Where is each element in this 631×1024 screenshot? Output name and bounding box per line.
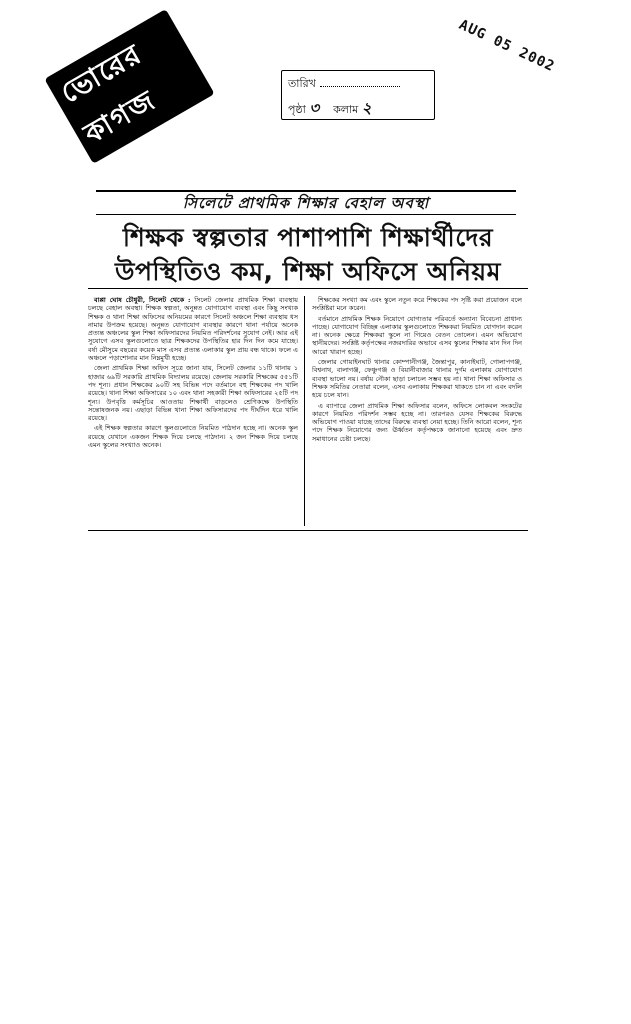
article-paragraph [88, 296, 298, 362]
article-paragraph: শিক্ষকের সংখ্যা কম এবং স্কুলে নতুন করে শিক্ষকের পদ সৃষ্টি করা প্রয়োজন বলে সংশ্লিষ্টরা মনে করেন। [312, 296, 522, 313]
article-paragraph: জেলার গোয়াইনঘাট থানার কোম্পানীগঞ্জ, জৈন্তাপুর, কানাইঘাট, গোলাপগঞ্জ, বিশ্বনাথ, বালাগঞ্জ, ফেঞ্চুগঞ্জ ও বিয়ানীবাজার থানার দুর্গম এলাকায় যোগাযোগ ব্যবস্থা ভালো নয়। বর্ষায় নৌকা ছাড়া চলাচল সম্ভব হয় না। থানা শিক্ষা অফিসার ও শিক্ষক সমিতির নেতারা বলেন, এসব এলাকায় শিক্ষকরা থাকতে চান না এবং বদলি হয়ে চলে যান। [312, 358, 522, 400]
date-line [320, 86, 400, 87]
article-paragraph: বর্তমানে প্রাথমিক শিক্ষক নিয়োগে যোগ্যতার পরিবর্তে অন্যান্য বিবেচনা প্রাধান্য পাচ্ছে। যোগাযোগ বিচ্ছিন্ন এলাকার স্কুলগুলোতে শিক্ষকরা নিয়মিত যোগদান করেন না। অনেক ক্ষেত্রে শিক্ষকরা স্কুলে না গিয়েও বেতন তোলেন। এমন অভিযোগ স্থানীয়দের। সংশ্লিষ্ট কর্তৃপক্ষের নজরদারির অভাবে এসব স্কুলের শিক্ষার মান দিন দিন আরো খারাপ হচ্ছে। [312, 314, 522, 356]
newspaper-masthead-logo [44, 9, 195, 151]
newspaper-clipping [88, 190, 528, 540]
article-paragraph: এ ব্যাপারে জেলা প্রাথমিক শিক্ষা অফিসার বলেন, অফিসে লোকবল সংকটের কারণে নিয়মিত পরিদর্শন সম্ভব হচ্ছে না। তারপরও যেসব শিক্ষকের বিরুদ্ধে অভিযোগ পাওয়া যাচ্ছে তাদের বিরুদ্ধে ব্যবস্থা নেয়া হচ্ছে। তিনি আরো বলেন, শূন্য পদে শিক্ষক নিয়োগের জন্য ঊর্ধ্বতন কর্তৃপক্ষকে জানানো হয়েছে এবং দ্রুত সমাধানের চেষ্টা চলছে। [312, 401, 522, 443]
paragraph-text: সিলেট জেলার প্রাথমিক শিক্ষা ব্যবস্থায় চলছে বেহাল অবস্থা। শিক্ষক স্বল্পতা, অনুন্নত যোগাযোগ ব্যবস্থা এবং কিছু সংখ্যক শিক্ষক ও থানা শিক্ষা অফিসের অনিয়মের কারণে সিলেট অঞ্চলে শিক্ষা ব্যবস্থায় ধস নামার উপক্রম হয়েছে। অনুন্নত যোগাযোগ ব্যবস্থার কারণে থানা পর্যায়ে অনেক প্রত্যন্ত অঞ্চলের স্কুল শিক্ষা অফিসারদের নিয়মিত পরিদর্শনের সুযোগ নেই। আর এই সুযোগে এসব স্কুলগুলোতে ছাত্র শিক্ষকদের উপস্থিতির হার দিন দিন কমে যাচ্ছে। বর্ষা মৌসুমে বছরের কয়েক মাস এসব প্রত্যন্ত এলাকার স্কুল প্রায় বন্ধ থাকে। ফলে এ অঞ্চলে পড়াশোনার মান নিম্নমুখী হচ্ছে। [88, 296, 298, 363]
masthead-name: ভোরের কাগজ [44, 9, 214, 164]
article-paragraph: এই শিক্ষক স্বল্পতার কারণে স্কুলগুলোতে নিয়মিত পাঠদান হচ্ছে না। অনেক স্কুল রয়েছে যেখানে একজন শিক্ষক দিয়ে চলছে পাঠদান। ২ জন শিক্ষক দিয়ে চলছে এমন স্কুলের সংখ্যাও অনেক। [88, 424, 298, 450]
date-stamp: AUG 05 2002 [456, 16, 558, 76]
article-column-right [312, 296, 522, 526]
article-column-left [88, 296, 298, 526]
headline-rule [88, 288, 528, 289]
headline-line-1: শিক্ষক স্বল্পতার পাশাপাশি শিক্ষার্থীদের [122, 223, 494, 252]
article-kicker: সিলেটে প্রাথমিক শিক্ষার বেহাল অবস্থা [96, 190, 516, 215]
clipping-label-box [281, 70, 435, 120]
page-column-row [288, 97, 372, 122]
date-label: তারিখ [288, 77, 316, 90]
bottom-rule [88, 530, 528, 531]
column-value: ২ [361, 99, 372, 117]
page-value: ৩ [309, 99, 320, 117]
article-paragraph: জেলা প্রাথমিক শিক্ষা অফিস সূত্রে জানা যায়, সিলেট জেলার ১১টি থানায় ১ হাজার ৬৯টি সরকারি প্রাথমিক বিদ্যালয় রয়েছে। জেলায় সরকারি শিক্ষকের ৫৫১টি পদ শূন্য। প্রধান শিক্ষকের ৯০টি সহ বিভিন্ন পদে বর্তমানে বহু শিক্ষকের পদ খালি রয়েছে। থানা শিক্ষা অফিসারের ১০ এবং থানা সহকারী শিক্ষা অফিসারের ২৫টি পদ শূন্য। উপবৃত্তি কর্মসূচির আওতায় শিক্ষার্থী বাড়লেও শ্রেণিকক্ষে উপস্থিতি সন্তোষজনক নয়। এছাড়া বিভিন্ন থানা শিক্ষা অফিসারদের পদ দীর্ঘদিন ধরে খালি রয়েছে। [88, 364, 298, 423]
page-label: পৃষ্ঠা [288, 103, 306, 116]
column-divider [304, 296, 305, 526]
date-row [288, 75, 400, 94]
headline-line-2: উপস্থিতিও কম, শিক্ষা অফিসে অনিয়ম [114, 257, 502, 286]
byline: বাপ্পা ঘোষ চৌধুরী, সিলেট থেকে : [94, 296, 191, 304]
column-label: কলাম [333, 103, 359, 116]
